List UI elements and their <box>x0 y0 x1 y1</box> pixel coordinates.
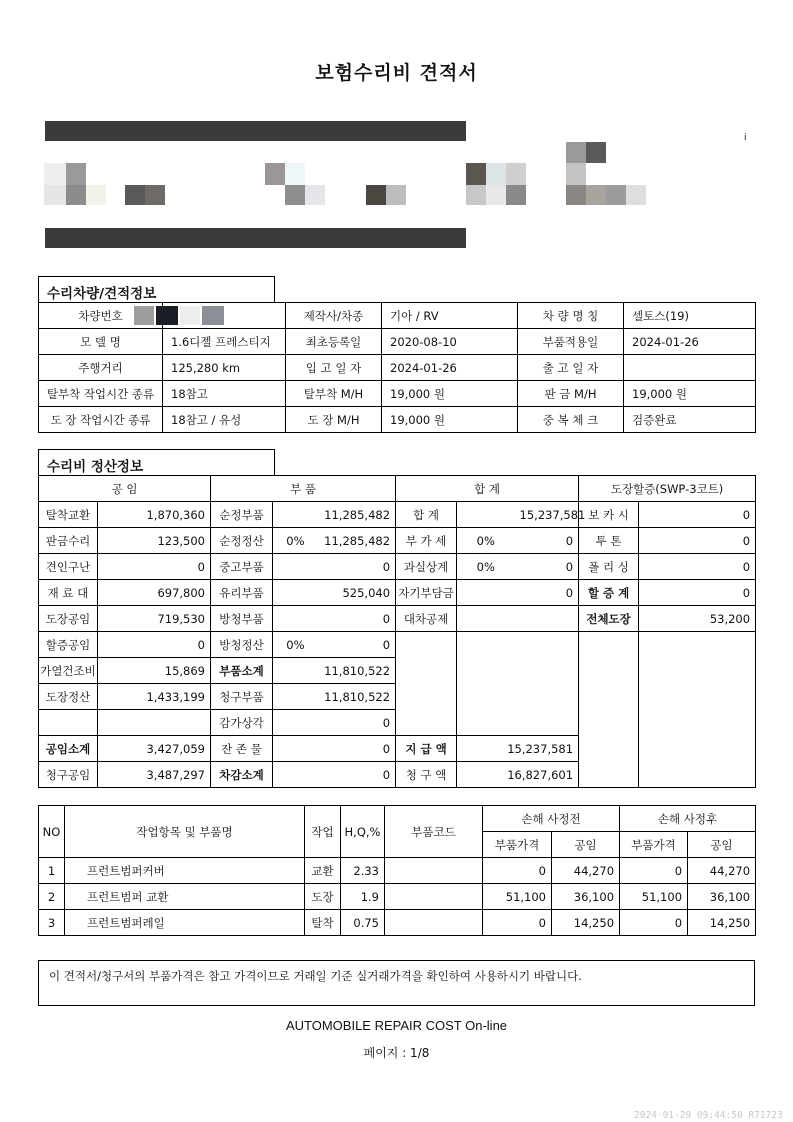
settlement-row <box>39 606 756 632</box>
item-work: 탈착 <box>305 910 341 936</box>
vehicle-label: 중 복 체 크 <box>518 407 624 433</box>
item-part-code <box>385 884 483 910</box>
redaction-bar-bottom <box>45 228 466 248</box>
parts-value: 0 <box>307 736 396 762</box>
parts-value: 11,285,482 <box>307 528 396 554</box>
labor-label <box>39 710 98 736</box>
vehicle-label: 모 델 명 <box>39 329 163 355</box>
parts-rate <box>273 736 307 762</box>
paint-label: 보 카 시 <box>579 502 639 528</box>
col-after-adjust: 손해 사정후 <box>620 806 756 832</box>
item-hq: 1.9 <box>341 884 385 910</box>
paint-value: 0 <box>639 502 756 528</box>
item-after-labor: 44,270 <box>688 858 756 884</box>
item-after-part-price: 0 <box>620 858 688 884</box>
parts-rate: 0% <box>273 632 307 658</box>
labor-label: 탈착교환 <box>39 502 98 528</box>
item-name: 프런트범퍼커버 <box>65 858 305 884</box>
col-before-part-price: 부품가격 <box>483 832 552 858</box>
item-work: 교환 <box>305 858 341 884</box>
labor-label: 가열건조비 <box>39 658 98 684</box>
total-label: 대차공제 <box>396 606 457 632</box>
vehicle-value: 1.6디젤 프레스티지 <box>163 329 286 355</box>
parts-value: 11,810,522 <box>307 684 396 710</box>
payout-value: 16,827,601 <box>457 762 579 788</box>
labor-value: 719,530 <box>98 606 211 632</box>
parts-value: 0 <box>307 710 396 736</box>
plate-number-redaction <box>134 306 226 325</box>
parts-label: 순정정산 <box>211 528 273 554</box>
paint-value: 0 <box>639 554 756 580</box>
parts-rate <box>273 762 307 788</box>
paint-label: 투 톤 <box>579 528 639 554</box>
total-blank-right <box>457 632 579 736</box>
total-value <box>515 606 579 632</box>
vehicle-label: 출 고 일 자 <box>518 355 624 381</box>
labor-header: 공 임 <box>39 476 211 502</box>
total-value: 0 <box>515 580 579 606</box>
print-timestamp: 2024-01-29 09:44:50 R71723 <box>634 1110 783 1121</box>
labor-label: 도장정산 <box>39 684 98 710</box>
col-part-code: 부품코드 <box>385 806 483 858</box>
vehicle-value: 2024-01-26 <box>624 329 756 355</box>
parts-label: 부품소계 <box>211 658 273 684</box>
col-before-labor: 공임 <box>552 832 620 858</box>
vehicle-label: 주행거리 <box>39 355 163 381</box>
total-label: 합 계 <box>396 502 457 528</box>
vehicle-label: 도 장 M/H <box>286 407 382 433</box>
paint-surcharge-header: 도장할증(SWP-3코트) <box>579 476 756 502</box>
col-item-name: 작업항목 및 부품명 <box>65 806 305 858</box>
vehicle-label: 차량번호 <box>39 303 163 329</box>
vehicle-value: 19,000 원 <box>382 381 518 407</box>
parts-label: 감가상각 <box>211 710 273 736</box>
item-part-code <box>385 858 483 884</box>
vehicle-label: 최초등록일 <box>286 329 382 355</box>
labor-label: 할증공임 <box>39 632 98 658</box>
paint-value: 0 <box>639 528 756 554</box>
work-item-row <box>39 884 756 910</box>
vehicle-row <box>39 355 756 381</box>
vehicle-label: 도 장 작업시간 종류 <box>39 407 163 433</box>
paint-blank-right <box>639 632 756 788</box>
col-no: NO <box>39 806 65 858</box>
parts-label: 청구부품 <box>211 684 273 710</box>
paint-blank-left <box>579 632 639 788</box>
vehicle-label: 탈부착 M/H <box>286 381 382 407</box>
total-rate: 0% <box>457 528 515 554</box>
total-value: 0 <box>515 554 579 580</box>
work-item-row <box>39 910 756 936</box>
item-after-part-price: 51,100 <box>620 884 688 910</box>
col-after-part-price: 부품가격 <box>620 832 688 858</box>
vehicle-value: 검증완료 <box>624 407 756 433</box>
parts-rate <box>273 580 307 606</box>
total-value: 0 <box>515 528 579 554</box>
parts-rate: 0% <box>273 528 307 554</box>
labor-label: 공임소계 <box>39 736 98 762</box>
parts-value: 11,285,482 <box>307 502 396 528</box>
parts-value: 11,810,522 <box>307 658 396 684</box>
item-part-code <box>385 910 483 936</box>
labor-label: 도장공임 <box>39 606 98 632</box>
footer-brand: AUTOMOBILE REPAIR COST On-line <box>285 1018 508 1033</box>
total-rate <box>457 502 515 528</box>
paint-label: 전체도장 <box>579 606 639 632</box>
labor-value: 1,870,360 <box>98 502 211 528</box>
vehicle-label: 부품적용일 <box>518 329 624 355</box>
item-before-part-price: 0 <box>483 910 552 936</box>
labor-value: 0 <box>98 632 211 658</box>
redacted-pixel-block <box>0 0 793 260</box>
paint-value: 0 <box>639 580 756 606</box>
document-title: 보험수리비 견적서 <box>315 62 478 84</box>
parts-label: 순정부품 <box>211 502 273 528</box>
labor-value: 3,427,059 <box>98 736 211 762</box>
parts-rate <box>273 658 307 684</box>
vehicle-value: 셀토스(19) <box>624 303 756 329</box>
vehicle-value: 기아 / RV <box>382 303 518 329</box>
settlement-header-row <box>39 476 756 502</box>
vehicle-value: 18참고 / 유성 <box>163 407 286 433</box>
vehicle-value: 2020-08-10 <box>382 329 518 355</box>
item-after-labor: 36,100 <box>688 884 756 910</box>
parts-label: 유리부품 <box>211 580 273 606</box>
vehicle-label: 탈부착 작업시간 종류 <box>39 381 163 407</box>
item-before-labor: 36,100 <box>552 884 620 910</box>
total-blank-left <box>396 632 457 736</box>
labor-value: 123,500 <box>98 528 211 554</box>
parts-label: 잔 존 물 <box>211 736 273 762</box>
vehicle-value <box>624 355 756 381</box>
item-work: 도장 <box>305 884 341 910</box>
labor-value: 697,800 <box>98 580 211 606</box>
parts-rate <box>273 710 307 736</box>
labor-value: 1,433,199 <box>98 684 211 710</box>
labor-label: 견인구난 <box>39 554 98 580</box>
payout-label: 청 구 액 <box>396 762 457 788</box>
parts-label: 방청정산 <box>211 632 273 658</box>
vehicle-label: 판 금 M/H <box>518 381 624 407</box>
settlement-table <box>38 475 756 788</box>
page-number: 페이지 : 1/8 <box>363 1046 430 1060</box>
parts-label: 차감소계 <box>211 762 273 788</box>
col-work: 작업 <box>305 806 341 858</box>
settlement-section-title: 수리비 정산정보 <box>38 449 275 476</box>
item-no: 2 <box>39 884 65 910</box>
vehicle-value: 2024-01-26 <box>382 355 518 381</box>
parts-value: 0 <box>307 554 396 580</box>
settlement-row <box>39 554 756 580</box>
item-name: 프런트범퍼 교환 <box>65 884 305 910</box>
work-items-table <box>38 805 756 936</box>
total-header: 합 계 <box>396 476 579 502</box>
settlement-row <box>39 580 756 606</box>
vehicle-label: 제작사/차종 <box>286 303 382 329</box>
settlement-row <box>39 502 756 528</box>
total-label: 과실상계 <box>396 554 457 580</box>
item-no: 1 <box>39 858 65 884</box>
vehicle-value: 19,000 원 <box>624 381 756 407</box>
total-rate <box>457 580 515 606</box>
parts-rate <box>273 684 307 710</box>
total-value: 15,237,581 <box>515 502 579 528</box>
total-rate: 0% <box>457 554 515 580</box>
parts-header: 부 품 <box>211 476 396 502</box>
payout-label: 지 급 액 <box>396 736 457 762</box>
paint-value: 53,200 <box>639 606 756 632</box>
col-before-adjust: 손해 사정전 <box>483 806 620 832</box>
vehicle-row <box>39 329 756 355</box>
vehicle-section-title: 수리차량/견적정보 <box>38 276 275 303</box>
parts-label: 방청부품 <box>211 606 273 632</box>
labor-value: 0 <box>98 554 211 580</box>
labor-value: 3,487,297 <box>98 762 211 788</box>
settlement-row <box>39 528 756 554</box>
item-after-part-price: 0 <box>620 910 688 936</box>
paint-label: 폴 리 싱 <box>579 554 639 580</box>
item-before-labor: 14,250 <box>552 910 620 936</box>
col-hq: H,Q,% <box>341 806 385 858</box>
parts-rate <box>273 606 307 632</box>
parts-rate <box>273 502 307 528</box>
vehicle-value: 125,280 km <box>163 355 286 381</box>
item-hq: 2.33 <box>341 858 385 884</box>
vehicle-value: 18참고 <box>163 381 286 407</box>
parts-value: 0 <box>307 606 396 632</box>
item-hq: 0.75 <box>341 910 385 936</box>
item-after-labor: 14,250 <box>688 910 756 936</box>
parts-rate <box>273 554 307 580</box>
item-before-labor: 44,270 <box>552 858 620 884</box>
item-name: 프런트범퍼레일 <box>65 910 305 936</box>
paint-label: 할 증 계 <box>579 580 639 606</box>
parts-label: 중고부품 <box>211 554 273 580</box>
labor-label: 청구공임 <box>39 762 98 788</box>
vehicle-label: 입 고 일 자 <box>286 355 382 381</box>
work-item-row <box>39 858 756 884</box>
labor-value: 15,869 <box>98 658 211 684</box>
item-before-part-price: 0 <box>483 858 552 884</box>
item-before-part-price: 51,100 <box>483 884 552 910</box>
total-label: 부 가 세 <box>396 528 457 554</box>
total-label: 자기부담금 <box>396 580 457 606</box>
vehicle-row <box>39 381 756 407</box>
vehicle-value: 19,000 원 <box>382 407 518 433</box>
parts-value: 0 <box>307 632 396 658</box>
labor-label: 재 료 대 <box>39 580 98 606</box>
item-no: 3 <box>39 910 65 936</box>
total-rate <box>457 606 515 632</box>
parts-value: 0 <box>307 762 396 788</box>
tick-mark: ⅰ <box>744 133 747 143</box>
col-after-labor: 공임 <box>688 832 756 858</box>
settlement-row <box>39 632 756 658</box>
labor-value <box>98 710 211 736</box>
parts-value: 525,040 <box>307 580 396 606</box>
payout-value: 15,237,581 <box>457 736 579 762</box>
labor-label: 판금수리 <box>39 528 98 554</box>
vehicle-row <box>39 407 756 433</box>
vehicle-label: 차 량 명 칭 <box>518 303 624 329</box>
price-notice: 이 견적서/청구서의 부품가격은 참고 가격이므로 거래일 기준 실거래가격을 확인하여 사용하시기 바랍니다. <box>38 960 755 1006</box>
